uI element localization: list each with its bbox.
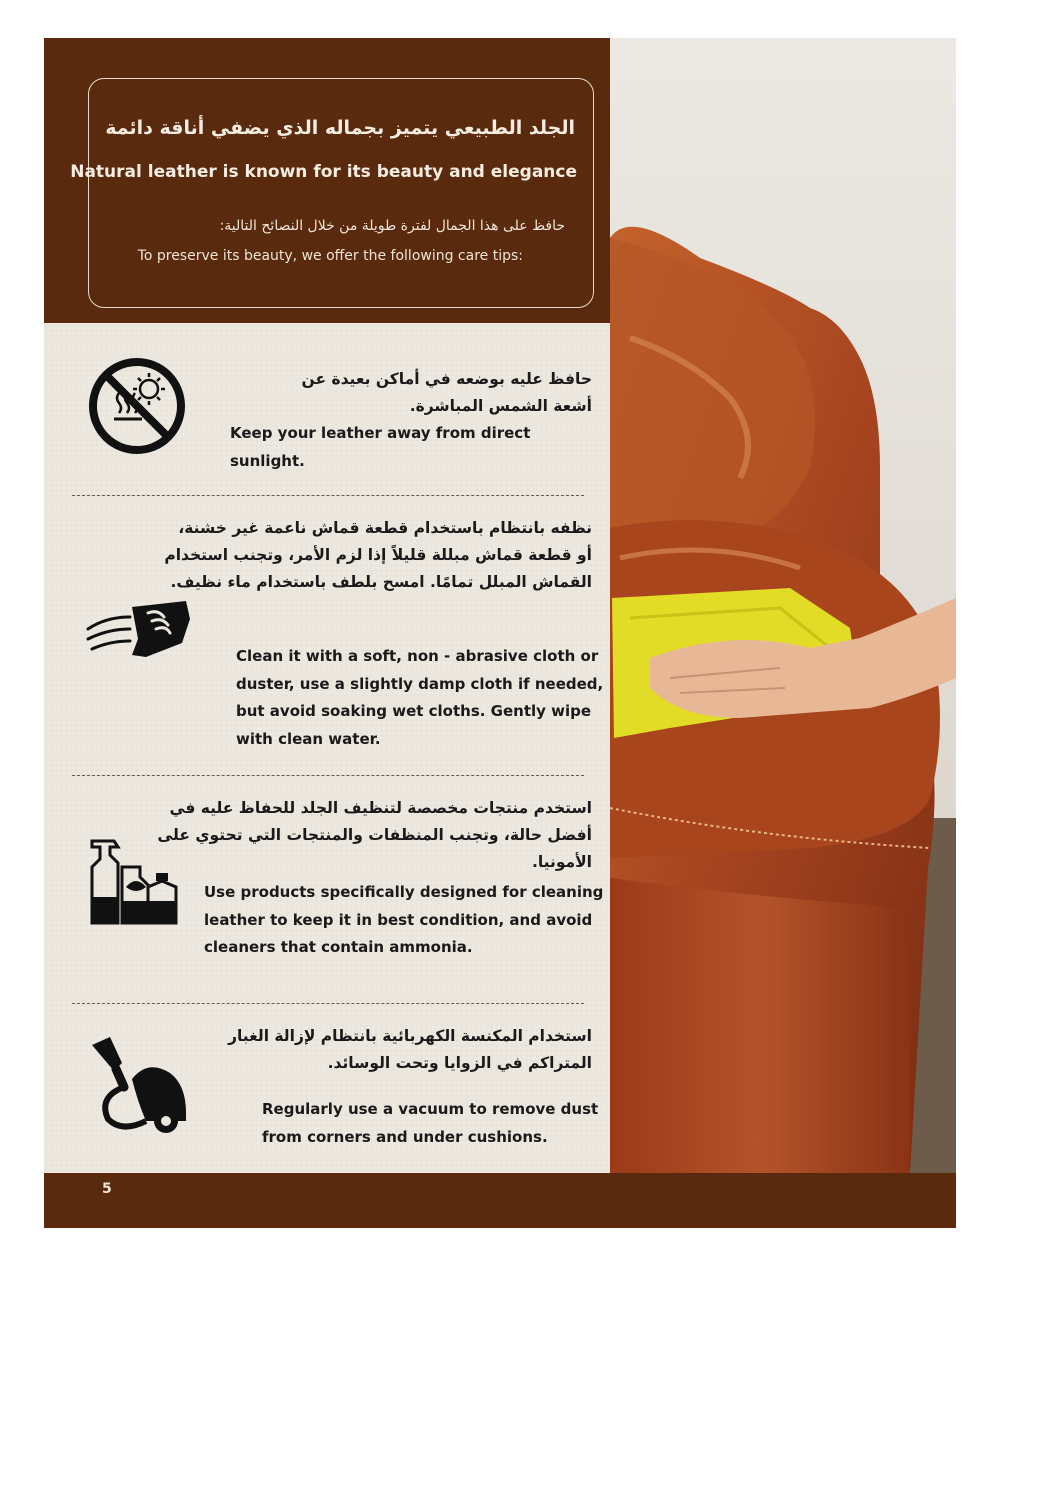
tip-sunlight-ar: حافظ عليه بوضعه في أماكن بعيدة عن أشعة الشمس المباشرة. xyxy=(301,370,592,415)
intro-subtitle-en: To preserve its beauty, we offer the following care tips: xyxy=(137,248,523,264)
care-tips-panel xyxy=(44,323,610,1173)
tip-vacuum-en: Regularly use a vacuum to remove dust from corners and under cushions. xyxy=(262,1100,599,1146)
page xyxy=(44,38,956,1228)
intro-title-ar: الجلد الطبيعي يتميز بجماله الذي يضفي أناقة دائمة xyxy=(105,117,575,139)
tip-cleaning-cloth-ar: نظفه بانتظام باستخدام قطعة قماش ناعمة غير خشنة، أو قطعة قماش مبللة قليلاً إذا لزم الأمر، وتجنب استخدام القماش المبلل تمامًا. امسح بلطف باستخدام ماء نظيف. xyxy=(164,519,592,591)
divider xyxy=(72,775,584,776)
tip-vacuum-ar: استخدام المكنسة الكهربائية بانتظام لإزالة الغبار المتراكم في الزوايا وتحت الوسائد. xyxy=(228,1027,592,1072)
wiping-cloth-icon xyxy=(86,599,194,669)
intro-subtitle-ar: حافظ على هذا الجمال لفترة طويلة من خلال النصائح التالية: xyxy=(219,218,565,234)
tip-cleaning-cloth-en: Clean it with a soft, non - abrasive cloth or duster, use a slightly damp cloth if needed, but avoid soaking wet cloths. Gently wipe with clean water. xyxy=(236,647,604,748)
no-sunlight-icon xyxy=(86,355,188,461)
divider xyxy=(72,495,584,496)
leather-sofa-photo xyxy=(610,38,956,1173)
intro-box xyxy=(70,78,594,308)
page-number: 5 xyxy=(102,1181,112,1197)
intro-title-en: Natural leather is known for its beauty and elegance xyxy=(70,162,577,182)
tip-sunlight-en: Keep your leather away from direct sunlight. xyxy=(230,424,531,470)
vacuum-cleaner-icon xyxy=(88,1033,192,1141)
header-band xyxy=(44,38,610,323)
footer-band xyxy=(44,1173,956,1228)
tip-cleaning-products-en: Use products specifically designed for cleaning leather to keep it in best condition, and avoid cleaners that contain ammonia. xyxy=(204,883,604,956)
tip-cleaning-products-ar: استخدم منتجات مخصصة لتنظيف الجلد للحفاظ عليه في أفضل حالة، وتجنب المنظفات والمنتجات التي تحتوي على الأمونيا. xyxy=(157,799,592,871)
divider xyxy=(72,1003,584,1004)
